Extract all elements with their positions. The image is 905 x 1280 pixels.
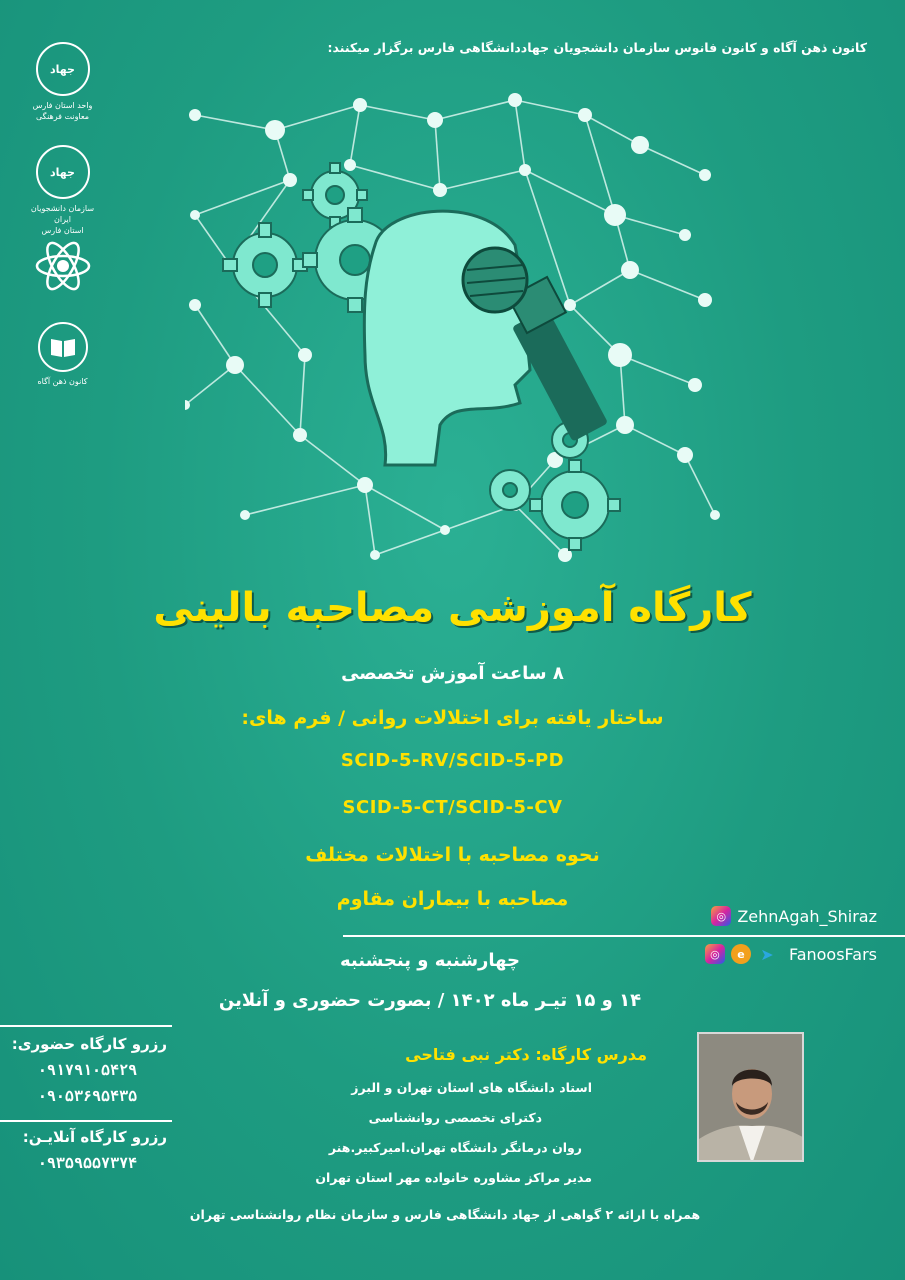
divider <box>343 935 905 937</box>
divider <box>0 1025 172 1027</box>
in-person-phone-1[interactable]: ۰۹۱۷۹۱۰۵۴۲۹ <box>37 1061 138 1079</box>
topic-1: نحوه مصاحبه با اختلالات مختلف <box>305 844 600 866</box>
in-person-reservation <box>0 1035 175 1105</box>
logo-caption: استان فارس <box>41 226 84 235</box>
instagram-icon: ◎ <box>705 944 725 964</box>
jahad-emblem-icon: جهاد <box>36 42 90 96</box>
hero-illustration <box>185 85 730 575</box>
instagram-handle-text: ZehnAgah_Shiraz <box>737 906 877 926</box>
jahad-emblem-icon: جهاد <box>36 145 90 199</box>
instructor-line-3: روان درمانگر دانشگاه تهران.امیرکبیر.هنر <box>328 1140 582 1155</box>
workshop-days: چهارشنبه و پنجشنبه <box>339 950 521 971</box>
social-handle-fanoos[interactable] <box>705 944 877 964</box>
instructor-line-4: مدیر مراکز مشاوره خانواده مهر استان تهران <box>315 1170 592 1185</box>
structured-forms-heading: ساختار یافته برای اختلالات روانی / فرم های: <box>241 707 664 729</box>
organizers-text: کانون ذهن آگاه و کانون فانوس سازمان دانشجویان جهاددانشگاهی فارس برگزار میکنند: <box>327 40 867 55</box>
online-reservation <box>0 1128 175 1172</box>
forms-line-2: SCID-5-CT/SCID-5-CV <box>342 797 563 818</box>
fanoos-logo <box>25 236 100 302</box>
forms-line-1: SCID-5-RV/SCID-5-PD <box>340 750 565 771</box>
telegram-icon: ➤ <box>760 944 774 964</box>
instagram-icon: ◎ <box>711 906 731 926</box>
in-person-phone-2[interactable]: ۰۹۰۵۳۶۹۵۴۳۵ <box>37 1087 138 1105</box>
zehn-agah-logo <box>25 322 100 387</box>
instagram-handle-zehnagah[interactable] <box>711 906 877 926</box>
instructor-line-1: استاد دانشگاه های استان تهران و البرز <box>351 1080 592 1095</box>
logo-caption: کانون ذهن آگاه <box>37 377 88 386</box>
logo-caption: واحد استان فارس <box>32 101 93 110</box>
atom-icon <box>35 236 91 298</box>
training-hours: ۸ ساعت آموزش تخصصی <box>341 663 564 684</box>
logo-caption: سازمان دانشجویان ایران <box>30 204 95 224</box>
divider <box>0 1120 172 1122</box>
jahad-students-logo <box>25 145 100 236</box>
instructor-photo <box>697 1032 804 1162</box>
in-person-label: رزرو کارگاه حضوری: <box>11 1035 167 1053</box>
instructor-title: مدرس کارگاه: دکتر نبی فتاحی <box>405 1045 647 1064</box>
certificate-note: همراه با ارائه ۲ گواهی از جهاد دانشگاهی فارس و سازمان نظام روانشناسی تهران <box>189 1207 701 1222</box>
eitaa-icon: e <box>731 944 751 964</box>
logo-caption: معاونت فرهنگی <box>35 112 90 121</box>
fanoos-handle-text: FanoosFars <box>788 944 877 964</box>
workshop-dates: ۱۴ و ۱۵ تیـر ماه ۱۴۰۲ / بصورت حضوری و آنلاین <box>218 990 642 1011</box>
instructor-line-2: دکترای تخصصی روانشناسی <box>368 1110 542 1125</box>
jahad-fars-logo <box>25 42 100 122</box>
online-label: رزرو کارگاه آنلایـن: <box>22 1128 167 1146</box>
page-title: کارگاه آموزشی مصاحبه بالینی <box>153 585 752 631</box>
book-icon <box>38 322 88 372</box>
online-phone[interactable]: ۰۹۳۵۹۵۵۷۳۷۴ <box>37 1154 138 1172</box>
topic-2: مصاحبه با بیماران مقاوم <box>336 888 569 910</box>
